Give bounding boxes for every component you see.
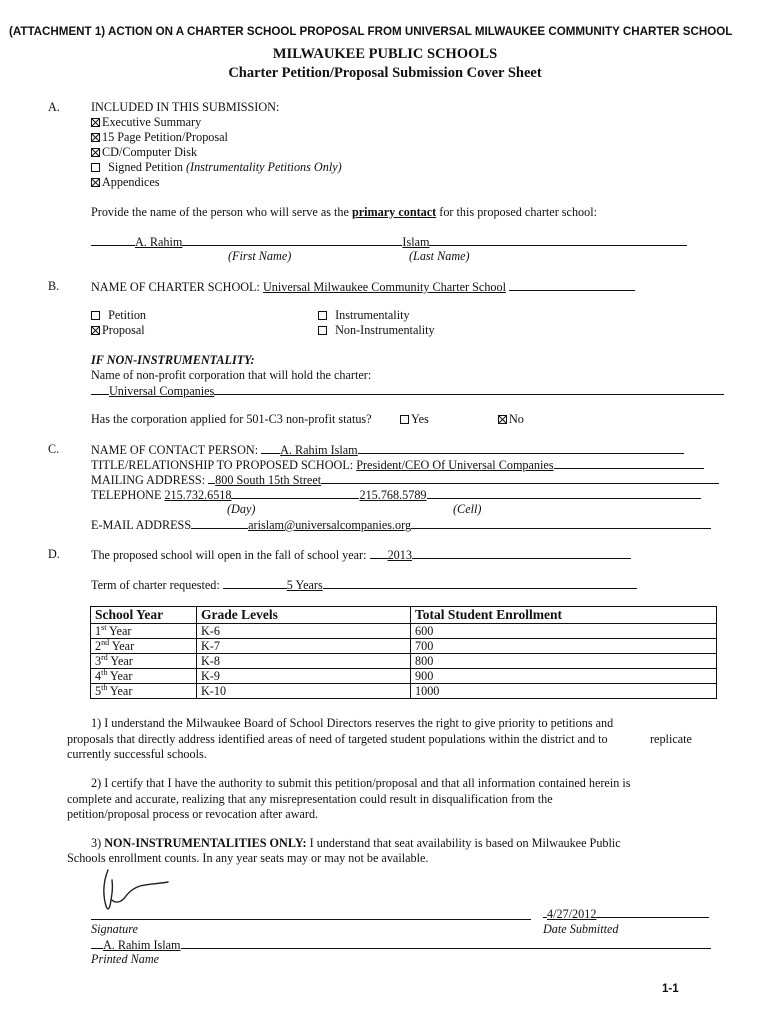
enrollment-cell: 800 [411, 654, 717, 669]
telephone-day-value: 215.732.6518 [164, 488, 232, 502]
printed-name-caption: Printed Name [91, 952, 160, 966]
mailing-address-line: MAILING ADDRESS: 800 South 15th Street [91, 472, 719, 488]
cell-caption: (Cell) [453, 502, 482, 516]
nonprofit-value: Universal Companies [109, 384, 215, 398]
printed-name-line [91, 937, 711, 953]
title-relationship-line: TITLE/RELATIONSHIP TO PROPOSED SCHOOL: President/CEO Of Universal Companies [91, 457, 704, 473]
checklist-item-note: (Instrumentality Petitions Only) [185, 160, 342, 174]
petition-checkbox [91, 311, 100, 320]
statement-3-line1: 3) NON-INSTRUMENTALITIES ONLY: I understand that seat availability is based on Milwaukee Public [91, 836, 621, 850]
checkbox [91, 133, 100, 142]
checklist-item-label: Signed Petition [108, 160, 186, 174]
statement-1-line1: 1) I understand the Milwaukee Board of School Directors reserves the right to give priority to petitions and [91, 716, 614, 730]
checkbox [91, 178, 100, 187]
first-name-value: A. Rahim [135, 235, 183, 249]
school-year-cell: 2nd Year [91, 639, 197, 654]
nonprofit-label: Name of non-profit corporation that will hold the charter: [91, 368, 372, 382]
checklist-item [91, 160, 342, 175]
checklist-item-label: 15 Page Petition/Proposal [102, 130, 228, 144]
checklist-item-label: Executive Summary [102, 115, 202, 129]
printed-name-value: A. Rahim Islam [103, 938, 181, 952]
checklist-item [91, 115, 201, 130]
enrollment-table [90, 606, 717, 699]
statement-1-line3: currently successful schools. [67, 747, 207, 761]
section-c-letter: C. [48, 442, 60, 456]
telephone-cell-value: 215.768.5789 [359, 488, 427, 502]
c3-no: No [498, 412, 524, 427]
last-name-value: Islam [402, 235, 430, 249]
option-instrumentality: Instrumentality [318, 308, 410, 323]
open-year-value: 2013 [387, 548, 412, 562]
contact-person-line: NAME OF CONTACT PERSON: A. Rahim Islam [91, 442, 684, 458]
option-petition: Petition [91, 308, 146, 323]
table-header-row [91, 607, 717, 624]
page-number: 1-1 [662, 983, 679, 995]
statement-2-line3: petition/proposal process or revocation after award. [67, 807, 319, 821]
no-checkbox [498, 415, 507, 424]
last-name-caption: (Last Name) [409, 249, 470, 263]
enrollment-cell: 700 [411, 639, 717, 654]
signature-line [91, 908, 531, 924]
checklist-item-label: Appendices [102, 175, 160, 189]
option-non-instrumentality: Non-Instrumentality [318, 323, 435, 338]
form-title: Charter Petition/Proposal Submission Cover Sheet [228, 65, 542, 81]
c3-yes: Yes [400, 412, 429, 427]
table-row [91, 654, 717, 669]
if-non-instrumentality-heading: IF NON-INSTRUMENTALITY: [91, 353, 255, 367]
first-name-caption: (First Name) [228, 249, 292, 263]
checkbox [91, 163, 100, 172]
school-year-cell: 4th Year [91, 669, 197, 684]
statement-3-line2: Schools enrollment counts. In any year seats may or may not be available. [67, 851, 429, 865]
proposal-checkbox [91, 326, 100, 335]
col-grade-levels: Grade Levels [197, 607, 411, 624]
date-submitted-value: 4/27/2012 [547, 907, 597, 921]
charter-term-value: 5 Years [286, 578, 323, 592]
section-d-letter: D. [48, 547, 60, 561]
section-b-letter: B. [48, 279, 60, 293]
statement-1-line2: proposals that directly address identified areas of need of targeted student populations within the district and to [67, 732, 608, 746]
org-title: MILWAUKEE PUBLIC SCHOOLS [272, 46, 498, 62]
col-school-year: School Year [91, 607, 197, 624]
date-submitted-caption: Date Submitted [543, 922, 619, 936]
mailing-address-value: 800 South 15th Street [215, 473, 322, 487]
statement-2-line1: 2) I certify that I have the authority to submit this petition/proposal and that all information contained herein is [91, 776, 631, 790]
charter-term-line: Term of charter requested: 5 Years [91, 577, 637, 593]
table-row [91, 684, 717, 699]
title-relationship-value: President/CEO Of Universal Companies [356, 458, 554, 472]
date-line [543, 906, 709, 922]
email-line: E-MAIL ADDRESS arislam@universalcompanies.org [91, 517, 711, 533]
grade-levels-cell: K-6 [197, 624, 411, 639]
school-year-cell: 1st Year [91, 624, 197, 639]
grade-levels-cell: K-8 [197, 654, 411, 669]
checklist-item [91, 145, 197, 160]
table-row [91, 639, 717, 654]
c3-question: Has the corporation applied for 501-C3 non-profit status? [91, 412, 372, 426]
contact-person-value: A. Rahim Islam [280, 443, 358, 457]
table-row [91, 624, 717, 639]
attachment-header: (ATTACHMENT 1) ACTION ON A CHARTER SCHOOL PROPOSAL FROM UNIVERSAL MILWAUKEE COMMUNITY CHARTER SCHOOL [9, 25, 733, 38]
day-caption: (Day) [227, 502, 256, 516]
nonprofit-line [91, 383, 724, 399]
statement-1-replicate: replicate [650, 732, 692, 746]
signature-caption: Signature [91, 922, 138, 936]
school-name-value: Universal Milwaukee Community Charter School [262, 280, 506, 294]
enrollment-cell: 900 [411, 669, 717, 684]
yes-checkbox [400, 415, 409, 424]
checkbox [91, 148, 100, 157]
option-proposal: Proposal [91, 323, 145, 338]
checklist-item [91, 175, 160, 190]
primary-contact-line [91, 234, 687, 250]
grade-levels-cell: K-9 [197, 669, 411, 684]
school-year-cell: 3rd Year [91, 654, 197, 669]
checklist-item-label: CD/Computer Disk [102, 145, 198, 159]
col-total-enrollment: Total Student Enrollment [411, 607, 717, 624]
school-name-line: NAME OF CHARTER SCHOOL: Universal Milwaukee Community Charter School [91, 279, 635, 295]
enrollment-cell: 600 [411, 624, 717, 639]
enrollment-cell: 1000 [411, 684, 717, 699]
grade-levels-cell: K-10 [197, 684, 411, 699]
instrumentality-checkbox [318, 311, 327, 320]
section-a-letter: A. [48, 100, 60, 114]
telephone-line: TELEPHONE 215.732.6518 215.768.5789 [91, 487, 701, 503]
school-year-cell: 5th Year [91, 684, 197, 699]
contact-prompt: Provide the name of the person who will serve as the primary contact for this proposed charter school: [91, 205, 597, 219]
open-year-line: The proposed school will open in the fall of school year: 2013 [91, 547, 631, 563]
table-row [91, 669, 717, 684]
email-value: arislam@universalcompanies.org [248, 518, 412, 532]
section-a-heading: INCLUDED IN THIS SUBMISSION: [91, 100, 280, 114]
statement-2-line2: complete and accurate, realizing that any misrepresentation could result in disqualification from the [67, 792, 553, 806]
grade-levels-cell: K-7 [197, 639, 411, 654]
non-instrumentality-checkbox [318, 326, 327, 335]
checkbox [91, 118, 100, 127]
checklist-item [91, 130, 228, 145]
